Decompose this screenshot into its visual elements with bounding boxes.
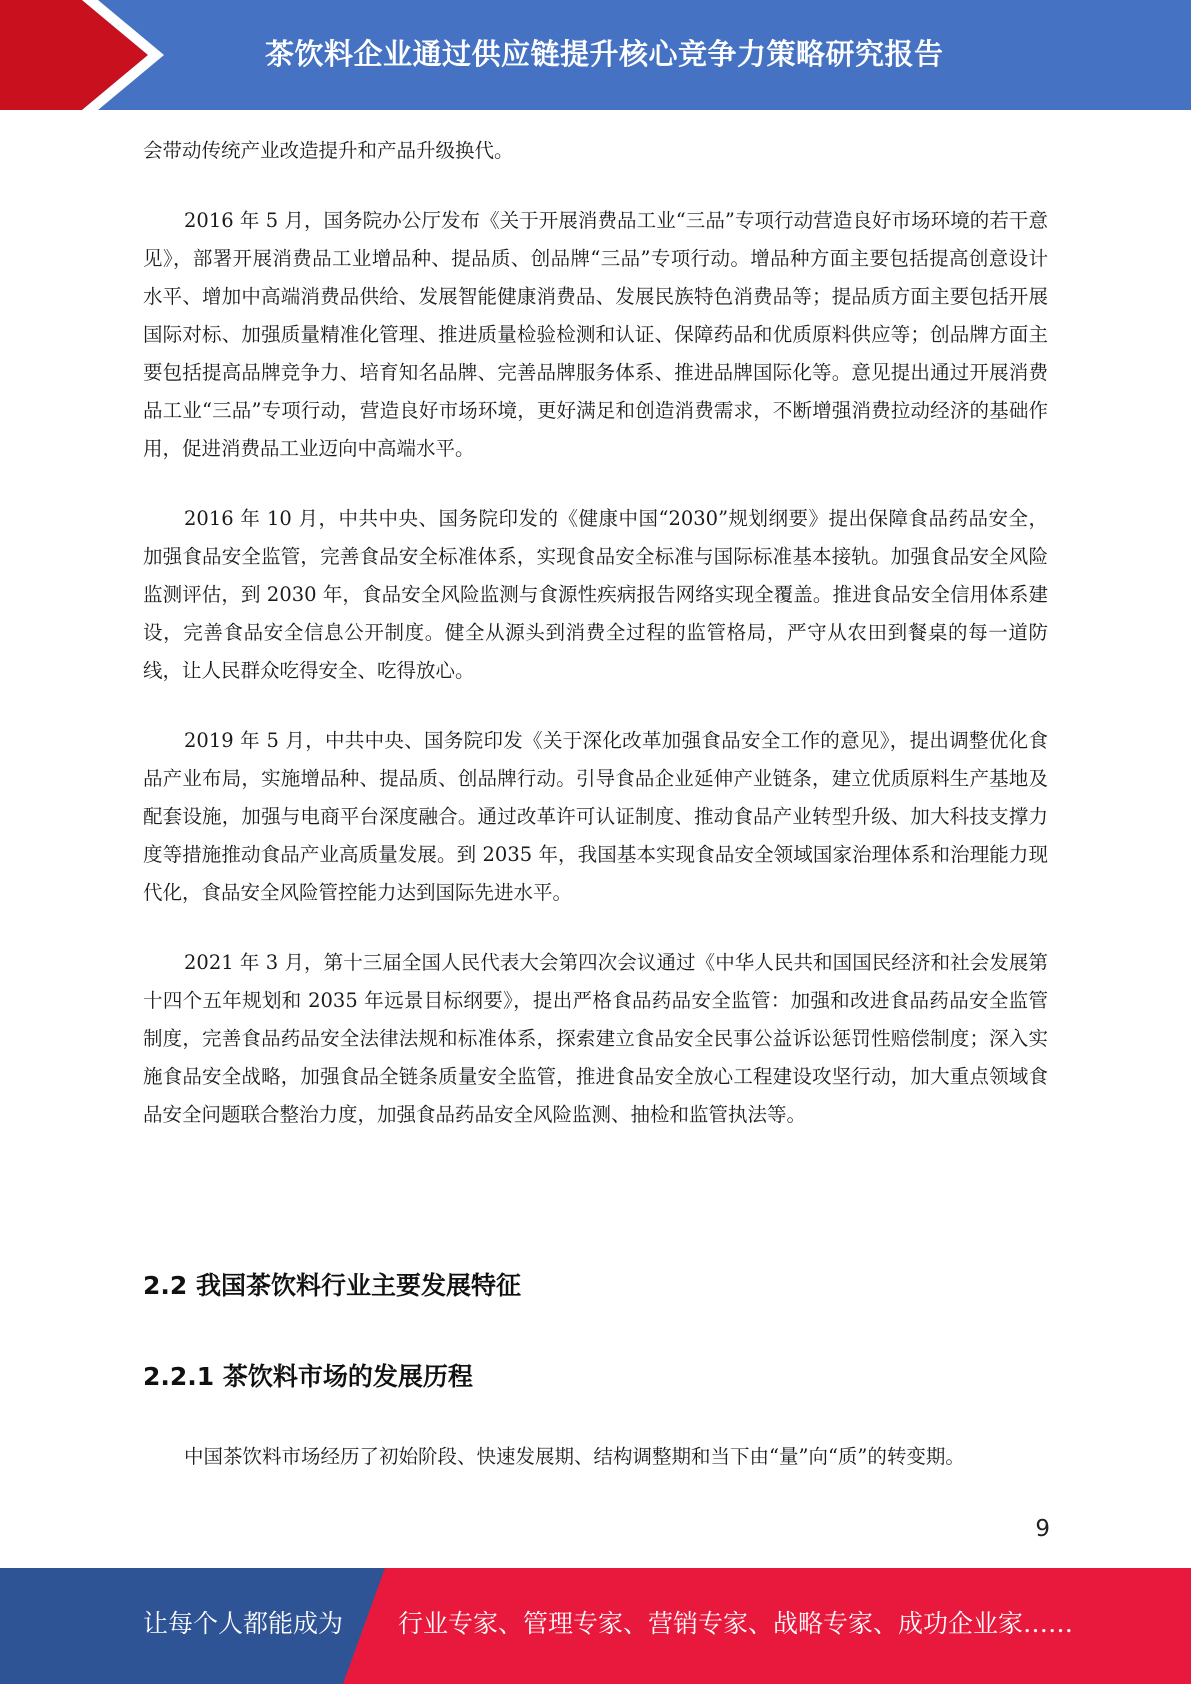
section-heading-2-2-1: 2.2.1 茶饮料市场的发展历程 [143,1362,473,1391]
footer-slogan-left: 让每个人都能成为 [143,1609,344,1638]
page-header [0,0,1191,110]
paragraph-2021-march: 2021 年 3 月，第十三届全国人民代表大会第四次会议通过《中华人民共和国国民经济和社会发展第十四个五年规划和 2035 年远景目标纲要》，提出严格食品药品安全监管：加强和改进食品药品安全监管制度，完善食品药品安全法律法规和标准体系，探索建立食品安全民事公益诉讼惩罚性赔偿制度；深入实施食品安全战略，加强食品全链条质量安全监管，推进食品安全放心工程建设攻坚行动，加大重点领域食品安全问题联合整治力度，加强食品药品安全风险监测、抽检和监管执法等。 [143,951,1048,1126]
page-number: 9 [1035,1516,1050,1542]
page-footer [0,1568,1191,1684]
paragraph-market-history: 中国茶饮料市场经历了初始阶段、快速发展期、结构调整期和当下由“量”向“质”的转变期。 [184,1445,965,1468]
report-title: 茶饮料企业通过供应链提升核心竞争力策略研究报告 [265,37,944,71]
section-heading-2-2: 2.2 我国茶饮料行业主要发展特征 [143,1271,521,1300]
footer-slogan-right: 行业专家、管理专家、营销专家、战略专家、成功企业家…… [398,1609,1074,1638]
paragraph-2016-may: 2016 年 5 月，国务院办公厅发布《关于开展消费品工业“三品”专项行动营造良好市场环境的若干意见》，部署开展消费品工业增品种、提品质、创品牌“三品”专项行动。增品种方面主要包括提高创意设计水平、增加中高端消费品供给、发展智能健康消费品、发展民族特色消费品等；提品质方面主要包括开展国际对标、加强质量精准化管理、推进质量检验检测和认证、保障药品和优质原料供应等；创品牌方面主要包括提高品牌竞争力、培育知名品牌、完善品牌服务体系、推进品牌国际化等。意见提出通过开展消费品工业“三品”专项行动，营造良好市场环境，更好满足和创造消费需求，不断增强消费拉动经济的基础作用，促进消费品工业迈向中高端水平。 [143,209,1048,460]
header-red-arrow-shape [0,0,148,110]
document-body [143,132,1048,1134]
paragraph-2016-october: 2016 年 10 月，中共中央、国务院印发的《健康中国“2030”规划纲要》提出保障食品药品安全，加强食品安全监管，完善食品安全标准体系，实现食品安全标准与国际标准基本接轨。加强食品安全风险监测评估，到 2030 年，食品安全风险监测与食源性疾病报告网络实现全覆盖。推进食品安全信用体系建设，完善食品安全信息公开制度。健全从源头到消费全过程的监管格局，严守从农田到餐桌的每一道防线，让人民群众吃得安全、吃得放心。 [143,507,1048,682]
paragraph-continuation: 会带动传统产业改造提升和产品升级换代。 [143,139,514,162]
section-2-2-1-body [143,1438,1048,1476]
paragraph-2019-may: 2019 年 5 月，中共中央、国务院印发《关于深化改革加强食品安全工作的意见》，提出调整优化食品产业布局，实施增品种、提品质、创品牌行动。引导食品企业延伸产业链条，建立优质原料生产基地及配套设施，加强与电商平台深度融合。通过改革许可认证制度、推动食品产业转型升级、加大科技支撑力度等措施推动食品产业高质量发展。到 2035 年，我国基本实现食品安全领域国家治理体系和治理能力现代化，食品安全风险管控能力达到国际先进水平。 [143,729,1048,904]
